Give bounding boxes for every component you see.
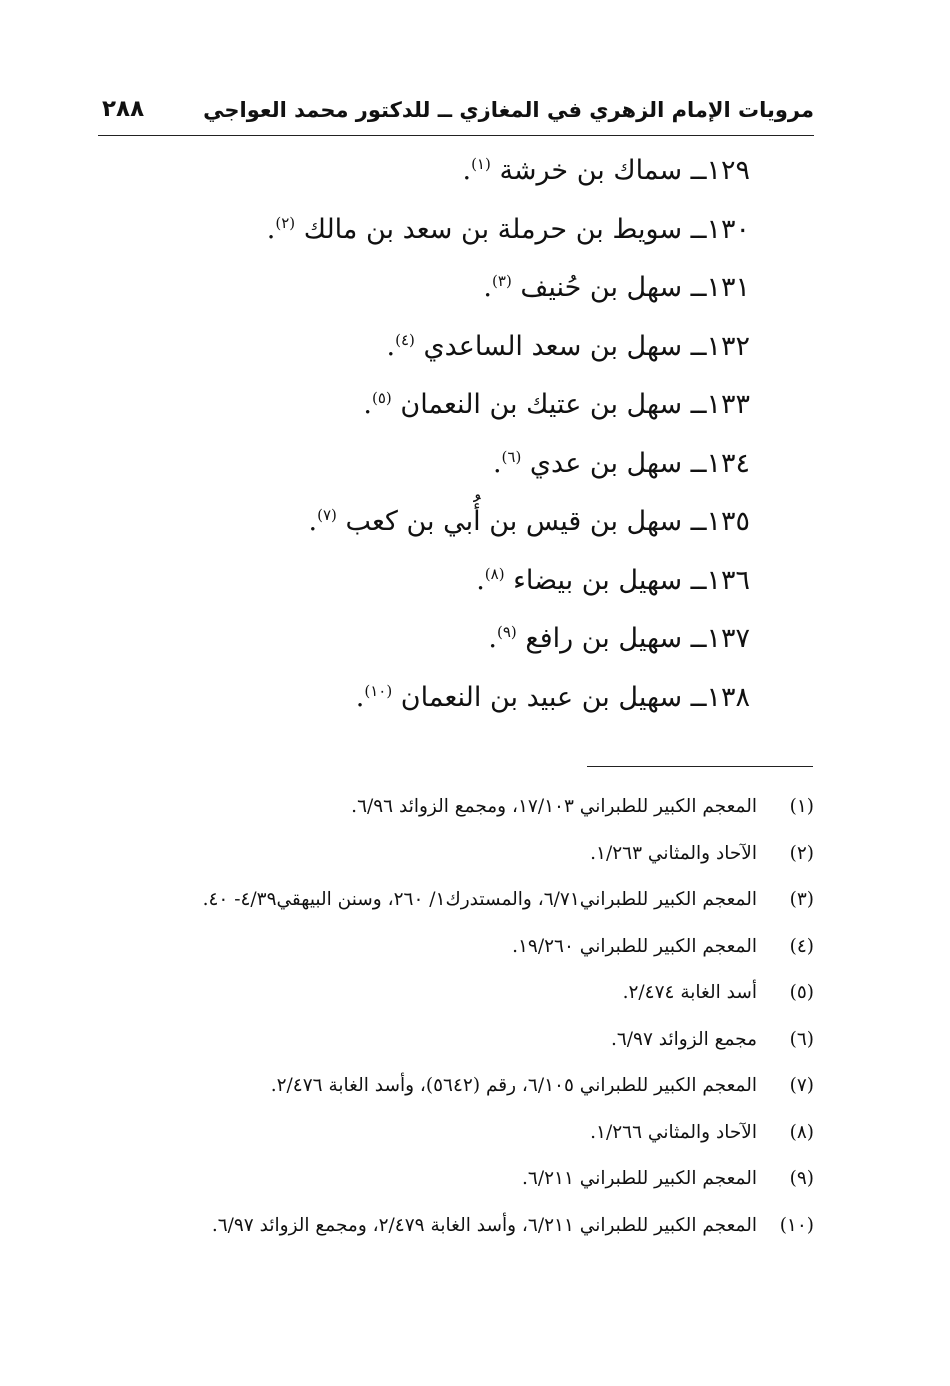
footnote (114, 976, 814, 1023)
footnote (114, 790, 814, 837)
footnote (114, 837, 814, 884)
footnote-number: (٨) (789, 1121, 814, 1143)
list-item: ١٣١ــ سهل بن حُنيف $^{(٣)}$. (483, 272, 750, 303)
footnote-number: (٣) (789, 889, 814, 910)
entry-number: ١٣٥ (706, 506, 750, 537)
list-item: ١٢٩ــ سماك بن خرشة $^{(١)}$. (462, 155, 750, 186)
footnote-text: المعجم الكبير للطبراني ١٧/١٠٣، ومجمع الزوائد ٦/٩٦. (351, 796, 757, 817)
footnote-list (114, 790, 814, 1255)
footnote-ref: (٩) (496, 623, 517, 641)
footnote-text: أسد الغابة ٢/٤٧٤. (622, 982, 757, 1003)
footnote (114, 1023, 814, 1070)
footnote-number: (٢) (789, 842, 814, 864)
footnote-text: المعجم الكبير للطبراني ١٩/٢٦٠. (512, 935, 757, 957)
list-item: ١٣٢ــ سهل بن سعد الساعدي $^{(٤)}$. (386, 330, 750, 362)
entry-number: ١٣١ (706, 272, 750, 303)
footnote-number: (١) (789, 796, 814, 817)
list-item: ١٣٣ــ سهل بن عتيك بن النعمان $^{(٥)}$. (363, 389, 750, 420)
footnote-number: (٧) (789, 1075, 814, 1096)
entry-number: ١٣٣ (706, 389, 750, 420)
entry-number: ١٣٤ (706, 447, 750, 479)
footnote (114, 1162, 814, 1209)
entry-number: ١٣٠ (706, 213, 750, 245)
footnote-ref: (٨) (484, 564, 505, 583)
list-item: ١٣٨ــ سهيل بن عبيد بن النعمان $^{(١٠)}$. (355, 681, 750, 713)
running-header (98, 94, 814, 134)
list-item: ١٣٧ــ سهيل بن رافع $^{(٩)}$. (488, 623, 750, 654)
footnote-ref: (٧) (317, 506, 337, 524)
list-item: ١٣٠ــ سويط بن حرملة بن سعد بن مالك $^{(٢)}$. (266, 213, 750, 245)
footnote-text: المعجم الكبير للطبراني٦/٧١، والمستدرك١/ ٢٦٠، وسنن البيهقي٤/٣٩- ٤٠. (202, 889, 757, 910)
footnote-ref: (٤) (395, 330, 415, 349)
footnote-ref: (٢) (275, 213, 296, 232)
footnote-ref: (١٠) (364, 681, 393, 700)
header-rule (98, 135, 814, 136)
footnote-separator (587, 766, 813, 767)
entry-name: سويط بن حرملة بن سعد بن مالك (303, 213, 683, 245)
footnote-ref: (٣) (492, 272, 512, 290)
footnote-ref: (١) (471, 155, 491, 173)
narrator-list (190, 140, 750, 725)
footnote-text: الآحاد والمثاني ١/٢٦٦. (590, 1121, 757, 1143)
footnote-number: (٦) (789, 1028, 814, 1050)
footnote-text: المعجم الكبير للطبراني ٦/١٠٥، رقم (٥٦٤٢)، وأسد الغابة ٢/٤٧٦. (270, 1075, 757, 1096)
entry-name: سماك بن خرشة (499, 155, 683, 186)
entry-name: سهيل بن عبيد بن النعمان (400, 681, 683, 713)
entry-name: سهل بن سعد الساعدي (423, 330, 683, 362)
footnote (114, 930, 814, 977)
list-item: ١٣٥ــ سهل بن قيس بن أُبي بن كعب $^{(٧)}$. (308, 506, 750, 537)
entry-number: ١٣٨ (706, 681, 750, 713)
entry-name: سهل بن عتيك بن النعمان (400, 389, 683, 420)
footnote-ref: (٥) (371, 389, 392, 407)
entry-number: ١٣٢ (706, 330, 750, 362)
entry-name: سهل بن قيس بن أُبي بن كعب (345, 506, 683, 537)
footnote-number: (٥) (789, 982, 814, 1003)
footnote (114, 1069, 814, 1116)
footnote-number: (١٠) (779, 1214, 814, 1236)
page-number: ٢٨٨ (102, 96, 145, 122)
footnote (114, 1209, 814, 1256)
entry-name: سهل بن حُنيف (520, 272, 683, 303)
footnote-text: المعجم الكبير للطبراني ٦/٢١١. (522, 1168, 757, 1189)
entry-name: سهيل بن رافع (525, 623, 683, 654)
entry-name: سهل بن عدي (529, 447, 683, 479)
footnote-text: الآحاد والمثاني ١/٢٦٣. (590, 842, 757, 864)
entry-number: ١٣٦ (706, 564, 750, 596)
footnote-text: المعجم الكبير للطبراني ٦/٢١١، وأسد الغابة ٢/٤٧٩، ومجمع الزوائد ٦/٩٧. (211, 1214, 757, 1236)
entry-number: ١٣٧ (706, 623, 750, 654)
footnote-ref: (٦) (501, 447, 522, 466)
entry-name: سهيل بن بيضاء (513, 564, 683, 596)
footnote (114, 883, 814, 930)
footnote (114, 1116, 814, 1163)
footnote-text: مجمع الزوائد ٦/٩٧. (610, 1028, 757, 1050)
footnote-number: (٤) (789, 935, 814, 957)
list-item: ١٣٤ــ سهل بن عدي $^{(٦)}$. (492, 447, 750, 479)
list-item: ١٣٦ــ سهيل بن بيضاء $^{(٨)}$. (476, 564, 750, 596)
running-title: مرويات الإمام الزهري في المغازي ــ للدكتور محمد العواجي (203, 98, 814, 122)
footnote-number: (٩) (789, 1168, 814, 1189)
entry-number: ١٢٩ (706, 155, 750, 186)
